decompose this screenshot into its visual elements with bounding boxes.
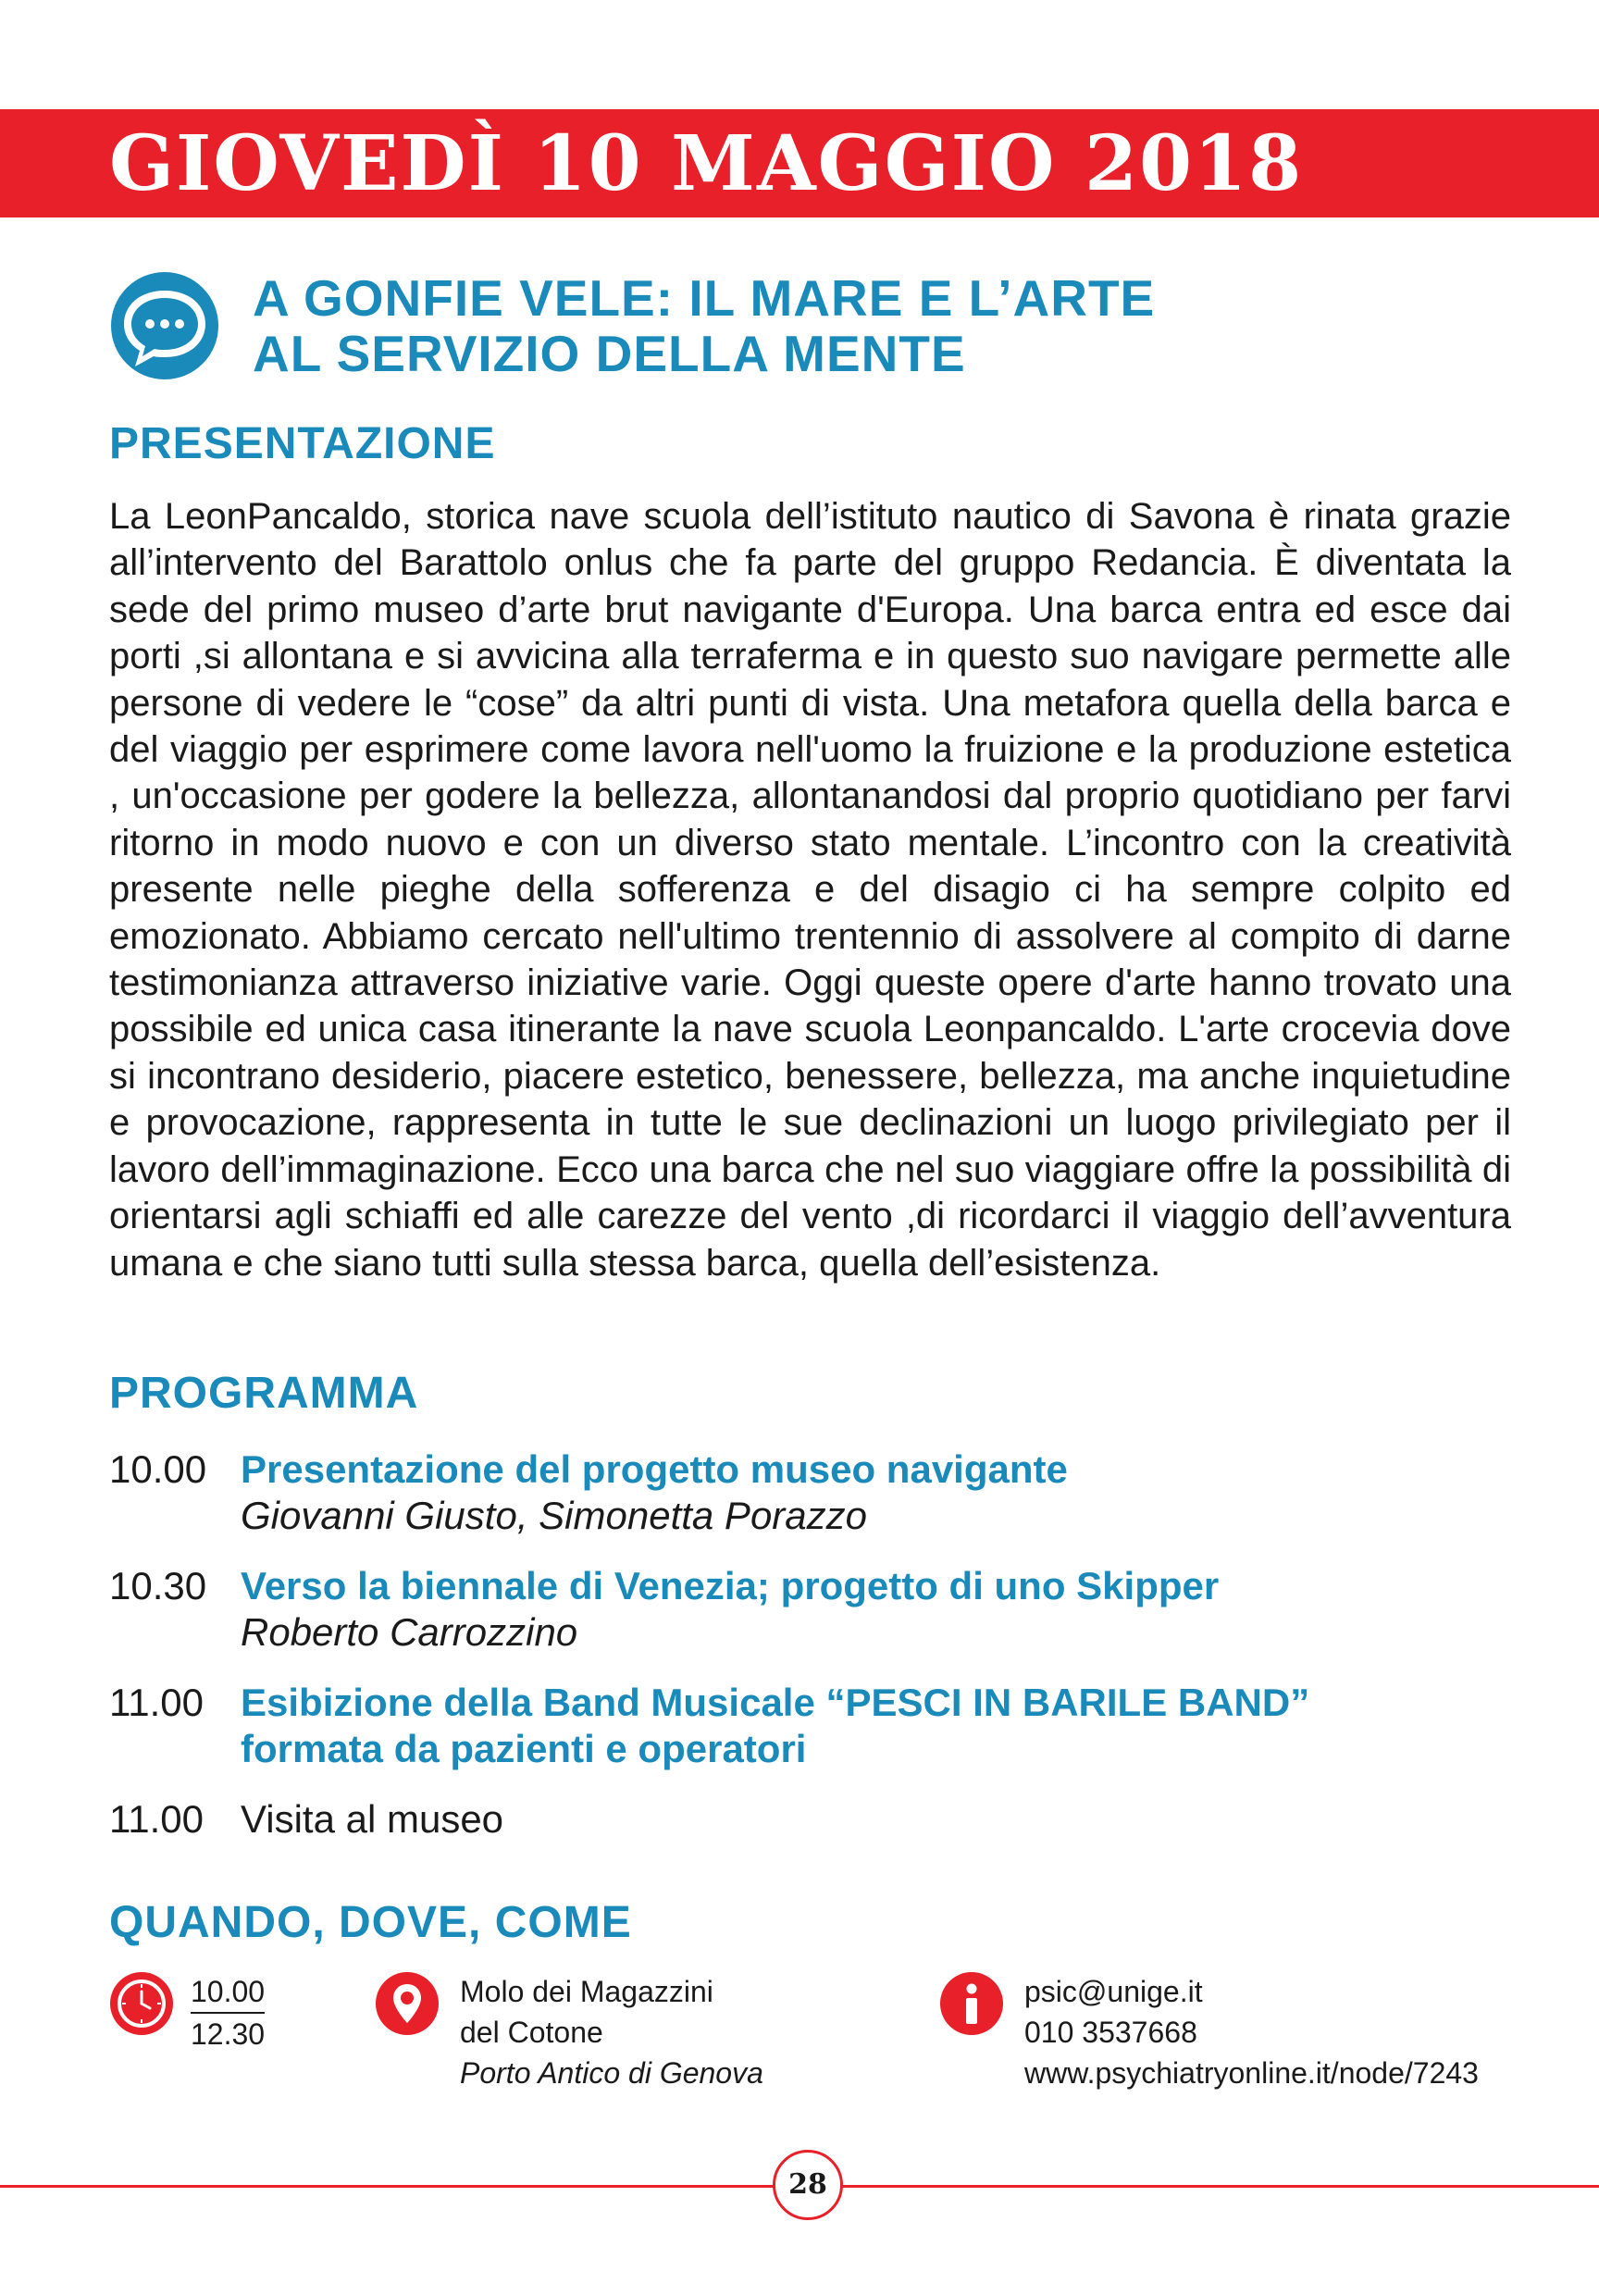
program-speakers: Giovanni Giusto, Simonetta Porazzo (241, 1494, 868, 1537)
contact-email[interactable]: psic@unige.it (1024, 1975, 1203, 2008)
page-date-title: GIOVEDÌ 10 MAGGIO 2018 (109, 119, 1304, 208)
place-line1: Molo dei Magazzini (460, 1975, 713, 2008)
contact-url[interactable]: www.psychiatryonline.it/node/7243 (1024, 2056, 1479, 2090)
program-time: 11.00 (109, 1681, 204, 1724)
program-item (109, 1446, 1497, 1539)
place-line2: del Cotone (460, 2016, 603, 2049)
program-list (109, 1446, 1497, 1867)
program-activity: Visita al museo (241, 1797, 504, 1841)
clock-icon (109, 1971, 174, 2036)
program-speakers: Roberto Carrozzino (241, 1610, 578, 1654)
page-number: 28 (788, 2168, 827, 2201)
place-line3: Porto Antico di Genova (460, 2056, 763, 2090)
start-time: 10.00 (191, 1971, 265, 2014)
chat-bubble-icon (109, 270, 220, 385)
program-title: Esibizione della Band Musicale “PESCI IN BARILE BAND” (241, 1681, 1310, 1724)
program-title: Verso la biennale di Venezia; progetto di uno Skipper (241, 1564, 1220, 1607)
event-title-line2: AL SERVIZIO DELLA MENTE (253, 325, 966, 382)
event-title (253, 270, 1155, 381)
program-title-cont: formata da pazienti e operatori (241, 1727, 807, 1770)
info-icon (939, 1971, 1004, 2036)
presentation-heading: PRESENTAZIONE (109, 419, 496, 468)
program-title: Presentazione del progetto museo navigante (241, 1447, 1068, 1491)
event-header (109, 270, 1497, 391)
presentation-text: La LeonPancaldo, storica nave scuola dell’istituto nautico di Savona è rinata grazie all’intervento del Barattolo onlus che fa parte del gruppo Redancia. È diventata la sede del primo museo d’arte brut navigante d'Europa. Una barca entra ed esce dai porti ,si allontana e si avvicina alla terraferma e in questo suo navigare permette alle persone di vedere le “cose” da altri punti di vista. Una metafora quella della barca e del viaggio per esprimere come lavora nell'uomo la fruizione e la produzione estetica , un'occasione per godere la bellezza, allontanandosi dal proprio quotidiano per farvi ritorno in modo nuovo e con un diverso stato mentale. L’incontro con la creatività presente nelle pieghe della sofferenza e del disagio ci ha sempre colpito ed emozionato. Abbiamo cercato nell'ultimo trentennio di assolvere al compito di darne testimonianza attraverso iniziative varie. Oggi queste opere d'arte hanno trovato una possibile ed unica casa itinerante la nave scuola Leonpancaldo. L'arte crocevia dove si incontrano desiderio, piacere estetico, benessere, bellezza, ma anche inquietudine e provocazione, rappresenta in tutte le sue declinazioni un luogo privilegiato per il lavoro dell’immaginazione. Ecco una barca che nel suo viaggiare offre la possibilità di orientarsi agli schiaffi ed alle carezze del vento ,di ricordarci il viaggio dell’avventura umana e che siano tutti sulla stessa barca, quella dell’esistenza. (109, 496, 1511, 1284)
end-time: 12.30 (191, 2017, 266, 2051)
program-item (109, 1563, 1497, 1656)
program-time: 10.00 (109, 1447, 207, 1491)
logistics-heading: QUANDO, DOVE, COME (109, 1898, 632, 1947)
program-item (109, 1796, 1497, 1843)
program-item (109, 1680, 1497, 1772)
event-title-line1: A GONFIE VELE: IL MARE E L’ARTE (253, 269, 1156, 327)
program-heading: PROGRAMMA (109, 1369, 419, 1418)
location-pin-icon (375, 1971, 440, 2036)
program-time: 10.30 (109, 1564, 207, 1607)
contact-phone: 010 3537668 (1024, 2016, 1197, 2049)
date-banner (0, 109, 1599, 217)
program-time: 11.00 (109, 1797, 204, 1841)
page-number-badge (773, 2150, 843, 2220)
